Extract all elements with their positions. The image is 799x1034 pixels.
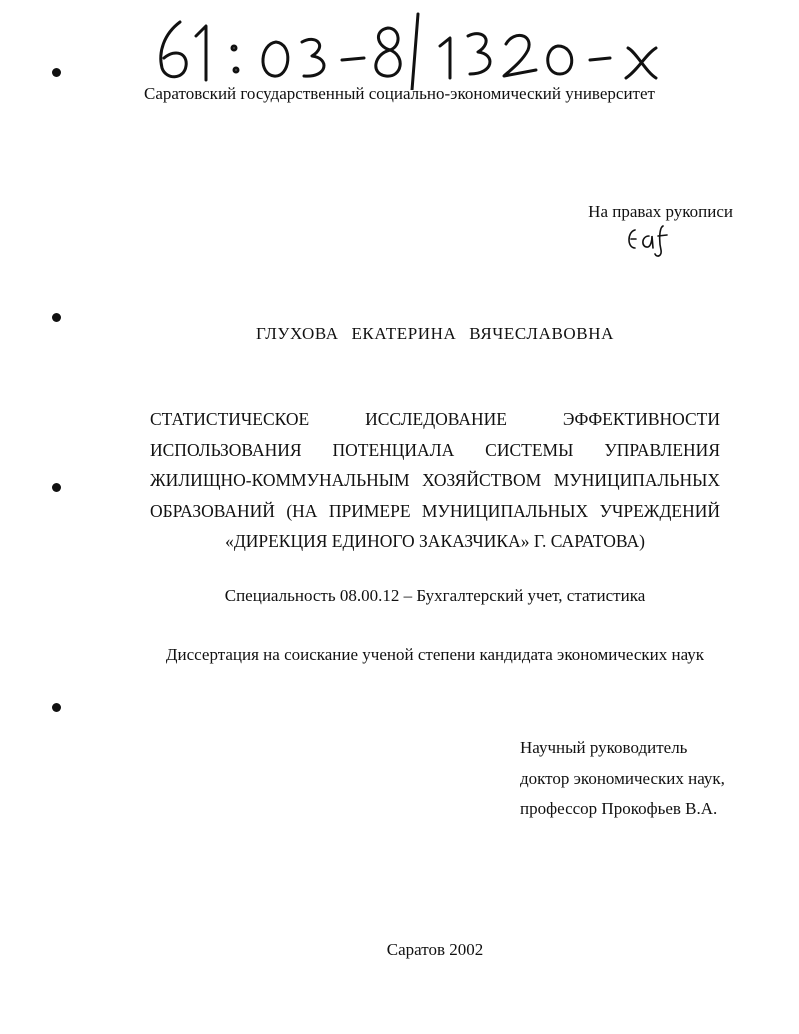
city-year: Саратов 2002 xyxy=(386,940,484,959)
binder-hole-mark xyxy=(52,68,61,77)
supervisor-block xyxy=(520,733,725,825)
supervisor-name: профессор Прокофьев В.А. xyxy=(520,799,718,818)
specialty-line: Специальность 08.00.12 – Бухгалтерский учет, статистика xyxy=(224,586,646,605)
thesis-title-line: ОБРАЗОВАНИЙ (НА ПРИМЕРЕ МУНИЦИПАЛЬНЫХ УЧРЕЖДЕНИЙ xyxy=(150,500,720,521)
thesis-title xyxy=(150,404,720,557)
author-name: ГЛУХОВА ЕКАТЕРИНА ВЯЧЕСЛАВОВНА xyxy=(256,324,614,343)
thesis-title-line: «ДИРЕКЦИЯ ЕДИНОГО ЗАКАЗЧИКА» Г. САРАТОВА) xyxy=(225,531,645,551)
thesis-title-line: СТАТИСТИЧЕСКОЕ ИССЛЕДОВАНИЕ ЭФФЕКТИВНОСТИ xyxy=(150,409,720,429)
manuscript-rights-label: На правах рукописи xyxy=(588,202,733,221)
handwritten-archive-code xyxy=(150,12,670,90)
degree-line: Диссертация на соискание ученой степени кандидата экономических наук xyxy=(165,645,705,664)
supervisor-role: Научный руководитель xyxy=(520,738,688,757)
thesis-title-line: ИСПОЛЬЗОВАНИЯ ПОТЕНЦИАЛА СИСТЕМЫ УПРАВЛЕНИЯ xyxy=(150,439,720,460)
university-name: Саратовский государственный социально-экономический университет xyxy=(144,84,655,103)
handwritten-signature xyxy=(625,222,675,258)
binder-hole-mark xyxy=(52,313,61,322)
binder-hole-mark xyxy=(52,703,61,712)
supervisor-degree: доктор экономических наук, xyxy=(520,768,725,788)
binder-hole-mark xyxy=(52,483,61,492)
thesis-title-line: ЖИЛИЩНО-КОММУНАЛЬНЫМ ХОЗЯЙСТВОМ МУНИЦИПАЛЬНЫХ xyxy=(150,470,720,490)
